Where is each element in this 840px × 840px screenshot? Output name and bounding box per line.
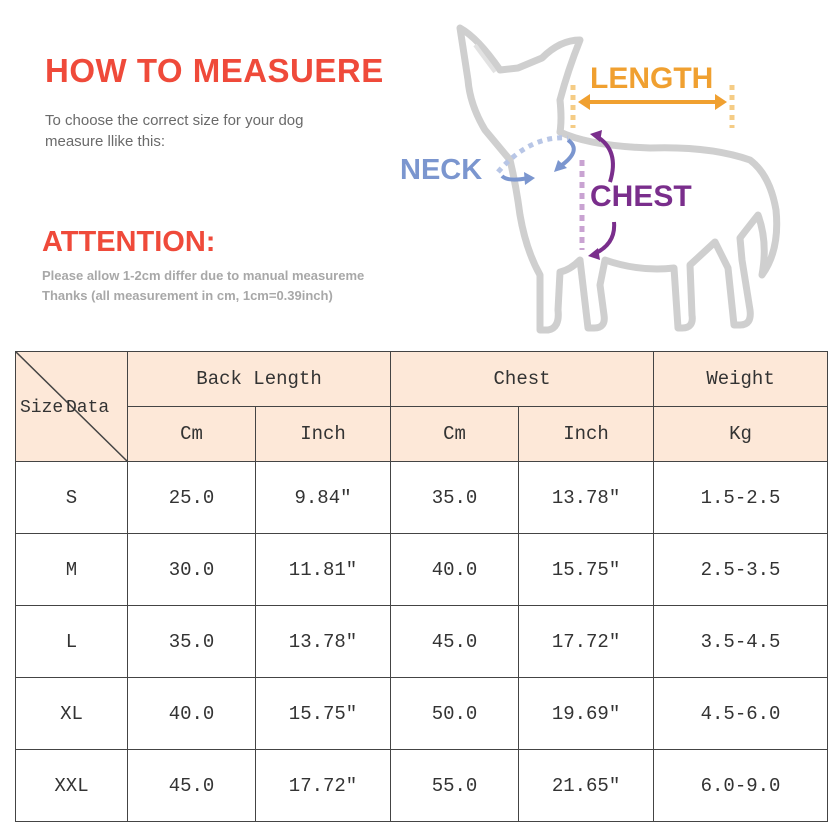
note-line-1: Please allow 1-2cm differ due to manual measureme <box>42 268 365 283</box>
size-cell: M <box>16 534 128 606</box>
unit-back-length-cm: Cm <box>128 407 256 462</box>
page-title: HOW TO MEASUERE <box>45 52 384 89</box>
weight-kg-cell: 2.5-3.5 <box>654 534 828 606</box>
chest-cm-cell: 40.0 <box>391 534 519 606</box>
size-chart-table <box>15 351 828 822</box>
weight-kg-cell: 1.5-2.5 <box>654 462 828 534</box>
length-arrow-right-head <box>715 94 727 110</box>
attention-heading: ATTENTION: <box>42 226 216 258</box>
measurement-note <box>42 266 418 306</box>
chest-inch-cell: 19.69″ <box>519 678 654 750</box>
size-cell: L <box>16 606 128 678</box>
weight-kg-cell: 6.0-9.0 <box>654 750 828 822</box>
back-length-inch-cell: 11.81″ <box>256 534 391 606</box>
unit-chest-cm: Cm <box>391 407 519 462</box>
chest-label: CHEST <box>590 180 692 213</box>
chest-cm-cell: 55.0 <box>391 750 519 822</box>
chest-cm-cell: 35.0 <box>391 462 519 534</box>
chest-cm-cell: 50.0 <box>391 678 519 750</box>
back-length-inch-cell: 9.84″ <box>256 462 391 534</box>
table-row <box>16 678 828 750</box>
back-length-cm-cell: 35.0 <box>128 606 256 678</box>
chest-cm-cell: 45.0 <box>391 606 519 678</box>
size-cell: S <box>16 462 128 534</box>
table-row <box>16 606 828 678</box>
unit-weight-kg: Kg <box>654 407 828 462</box>
back-length-cm-cell: 40.0 <box>128 678 256 750</box>
table-row <box>16 750 828 822</box>
unit-chest-inch: Inch <box>519 407 654 462</box>
length-label: LENGTH <box>590 62 714 95</box>
header-chest: Chest <box>391 352 654 407</box>
chest-inch-cell: 21.65″ <box>519 750 654 822</box>
corner-data-label: Data <box>66 398 110 418</box>
header-weight: Weight <box>654 352 828 407</box>
unit-back-length-inch: Inch <box>256 407 391 462</box>
weight-kg-cell: 3.5-4.5 <box>654 606 828 678</box>
back-length-cm-cell: 30.0 <box>128 534 256 606</box>
back-length-cm-cell: 45.0 <box>128 750 256 822</box>
corner-size-label: Size <box>20 398 64 418</box>
size-cell: XL <box>16 678 128 750</box>
chest-inch-cell: 17.72″ <box>519 606 654 678</box>
table-row <box>16 462 828 534</box>
header-back-length: Back Length <box>128 352 391 407</box>
weight-kg-cell: 4.5-6.0 <box>654 678 828 750</box>
back-length-inch-cell: 17.72″ <box>256 750 391 822</box>
size-data-corner-cell <box>16 352 128 462</box>
neck-label: NECK <box>400 154 483 186</box>
table-row <box>16 534 828 606</box>
length-arrow-left-head <box>578 94 590 110</box>
back-length-cm-cell: 25.0 <box>128 462 256 534</box>
size-cell: XXL <box>16 750 128 822</box>
note-line-2: Thanks (all measurement in cm, 1cm=0.39inch) <box>42 288 333 303</box>
chest-inch-cell: 13.78″ <box>519 462 654 534</box>
back-length-inch-cell: 13.78″ <box>256 606 391 678</box>
chest-inch-cell: 15.75″ <box>519 534 654 606</box>
intro-text: To choose the correct size for your dog measure llike this: <box>45 112 304 150</box>
back-length-inch-cell: 15.75″ <box>256 678 391 750</box>
